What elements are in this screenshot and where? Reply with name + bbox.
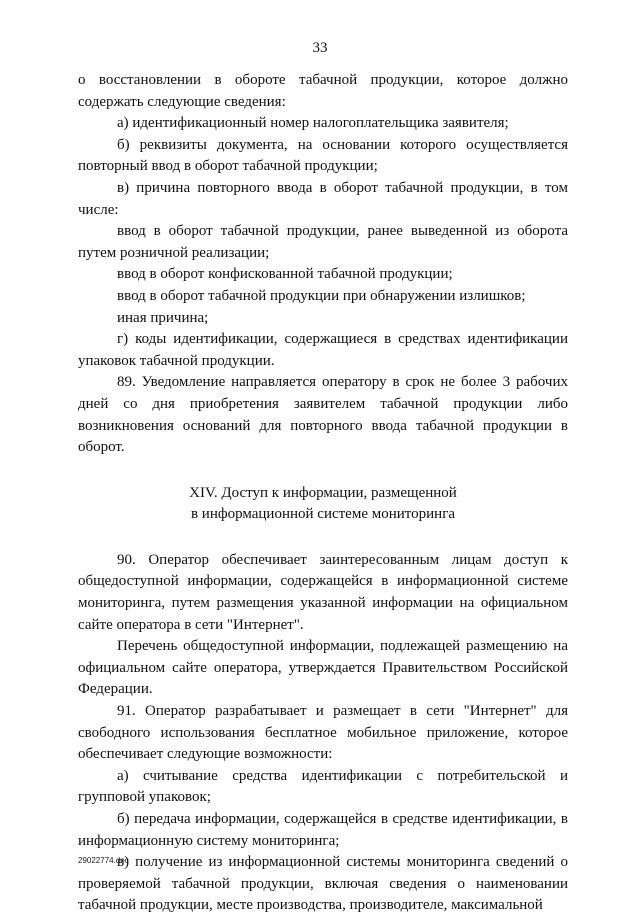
list-item-g: г) коды идентификации, содержащиеся в средствах идентификации упаковок табачной продукции.: [78, 331, 568, 369]
paragraph-intro: о восстановлении в обороте табачной продукции, которое должно содержать следующие сведения:: [78, 72, 568, 110]
paragraph-89: 89. Уведомление направляется оператору в срок не более 3 рабочих дней со дня приобретения заявителем табачной продукции либо возникновения оснований для повторного ввода табачной продукции в оборот.: [78, 374, 568, 456]
document-body: [78, 70, 568, 917]
sub-item-retail: ввод в оборот табачной продукции, ранее выведенной из оборота путем розничной реализации;: [78, 223, 568, 261]
sub-item-other: иная причина;: [117, 309, 209, 326]
list-item-a-scan: а) считывание средства идентификации с потребительской и групповой упаковок;: [78, 767, 568, 806]
paragraph-public-info-list: Перечень общедоступной информации, подлежащей размещению на официальном сайте оператора, утверждается Правительством Российской Федерации.: [78, 638, 568, 698]
section-heading-line-1: XIV. Доступ к информации, размещенной: [189, 484, 457, 501]
list-item-b-transfer: б) передача информации, содержащейся в средстве идентификации, в информационную систему мониторинга;: [78, 811, 568, 849]
sub-item-confiscated: ввод в оборот конфискованной табачной продукции;: [117, 266, 453, 283]
footer-filename: 29022774.doc: [78, 856, 129, 865]
page-number: 33: [312, 40, 328, 56]
list-item-v-receive: в) получение из информационной системы мониторинга сведений о проверяемой табачной продукции, включая сведения о наименовании табачной продукции, месте производства, производителе, максимальной: [78, 854, 568, 914]
paragraph-90: 90. Оператор обеспечивает заинтересованным лицам доступ к общедоступной информации, содержащейся в информационной системе мониторинга, путем размещения указанной информации на официальном сайте оператора в сети "Интернет".: [78, 551, 568, 633]
list-item-v: в) причина повторного ввода в оборот табачной продукции, в том числе:: [78, 179, 568, 218]
section-heading: [78, 483, 568, 526]
paragraph-91: 91. Оператор разрабатывает и размещает в сети "Интернет" для свободного использования бесплатное мобильное приложение, которое обеспечивает следующие возможности:: [78, 703, 568, 763]
list-item-b: б) реквизиты документа, на основании которого осуществляется повторный ввод в оборот табачной продукции;: [78, 136, 568, 175]
list-item-a: а) идентификационный номер налогоплательщика заявителя;: [117, 115, 509, 132]
sub-item-surplus: ввод в оборот табачной продукции при обнаружении излишков;: [117, 287, 526, 304]
section-heading-line-2: в информационной системе мониторинга: [190, 506, 456, 523]
